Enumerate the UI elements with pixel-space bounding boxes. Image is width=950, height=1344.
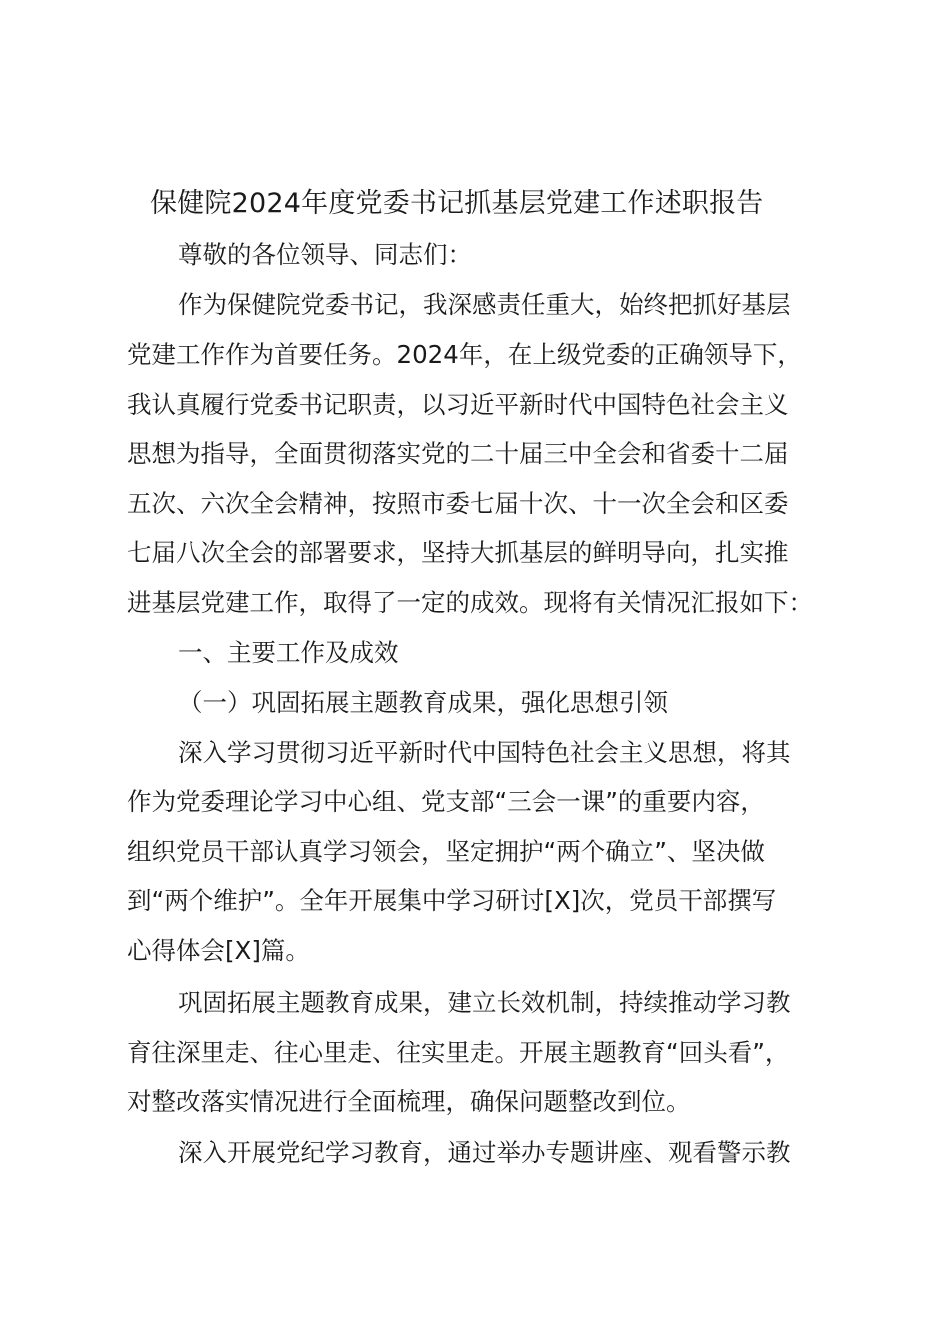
paragraph-1-line: 七届八次全会的部署要求，坚持大抓基层的鲜明导向，扎实推 <box>127 538 789 567</box>
paragraph-1-line: 进基层党建工作，取得了一定的成效。现将有关情况汇报如下： <box>127 588 813 617</box>
document-title: 保健院2024年度党委书记抓基层党建工作述职报告 <box>150 188 764 219</box>
paragraph-2-line: 深入学习贯彻习近平新时代中国特色社会主义思想，将其 <box>178 738 791 767</box>
paragraph-2-line: 到“两个维护”。全年开展集中学习研讨[X]次，党员干部撰写 <box>127 886 777 915</box>
paragraph-1-line: 我认真履行党委书记职责，以习近平新时代中国特色社会主义 <box>127 390 789 419</box>
paragraph-1-line: 思想为指导，全面贯彻落实党的二十届三中全会和省委十二届 <box>127 439 789 468</box>
paragraph-3-line: 育往深里走、往心里走、往实里走。开展主题教育“回头看”， <box>127 1038 790 1067</box>
paragraph-2-line: 心得体会[X]篇。 <box>127 936 310 965</box>
paragraph-3-line: 巩固拓展主题教育成果，建立长效机制，持续推动学习教 <box>178 988 791 1017</box>
paragraph-1-line: 作为保健院党委书记，我深感责任重大，始终把抓好基层 <box>178 290 791 319</box>
greeting: 尊敬的各位领导、同志们： <box>178 240 472 269</box>
paragraph-1-line: 党建工作作为首要任务。2024年，在上级党委的正确领导下， <box>127 340 802 369</box>
subsection-heading: （一）巩固拓展主题教育成果，强化思想引领 <box>178 688 668 717</box>
paragraph-3-line: 对整改落实情况进行全面梳理，确保问题整改到位。 <box>127 1087 691 1116</box>
paragraph-1-line: 五次、六次全会精神，按照市委七届十次、十一次全会和区委 <box>127 489 789 518</box>
section-heading: 一、主要工作及成效 <box>178 638 399 667</box>
paragraph-2-line: 组织党员干部认真学习领会，坚定拥护“两个确立”、坚决做 <box>127 837 765 866</box>
paragraph-2-line: 作为党委理论学习中心组、党支部“三会一课”的重要内容， <box>127 787 765 816</box>
paragraph-4-line: 深入开展党纪学习教育，通过举办专题讲座、观看警示教 <box>178 1138 791 1167</box>
